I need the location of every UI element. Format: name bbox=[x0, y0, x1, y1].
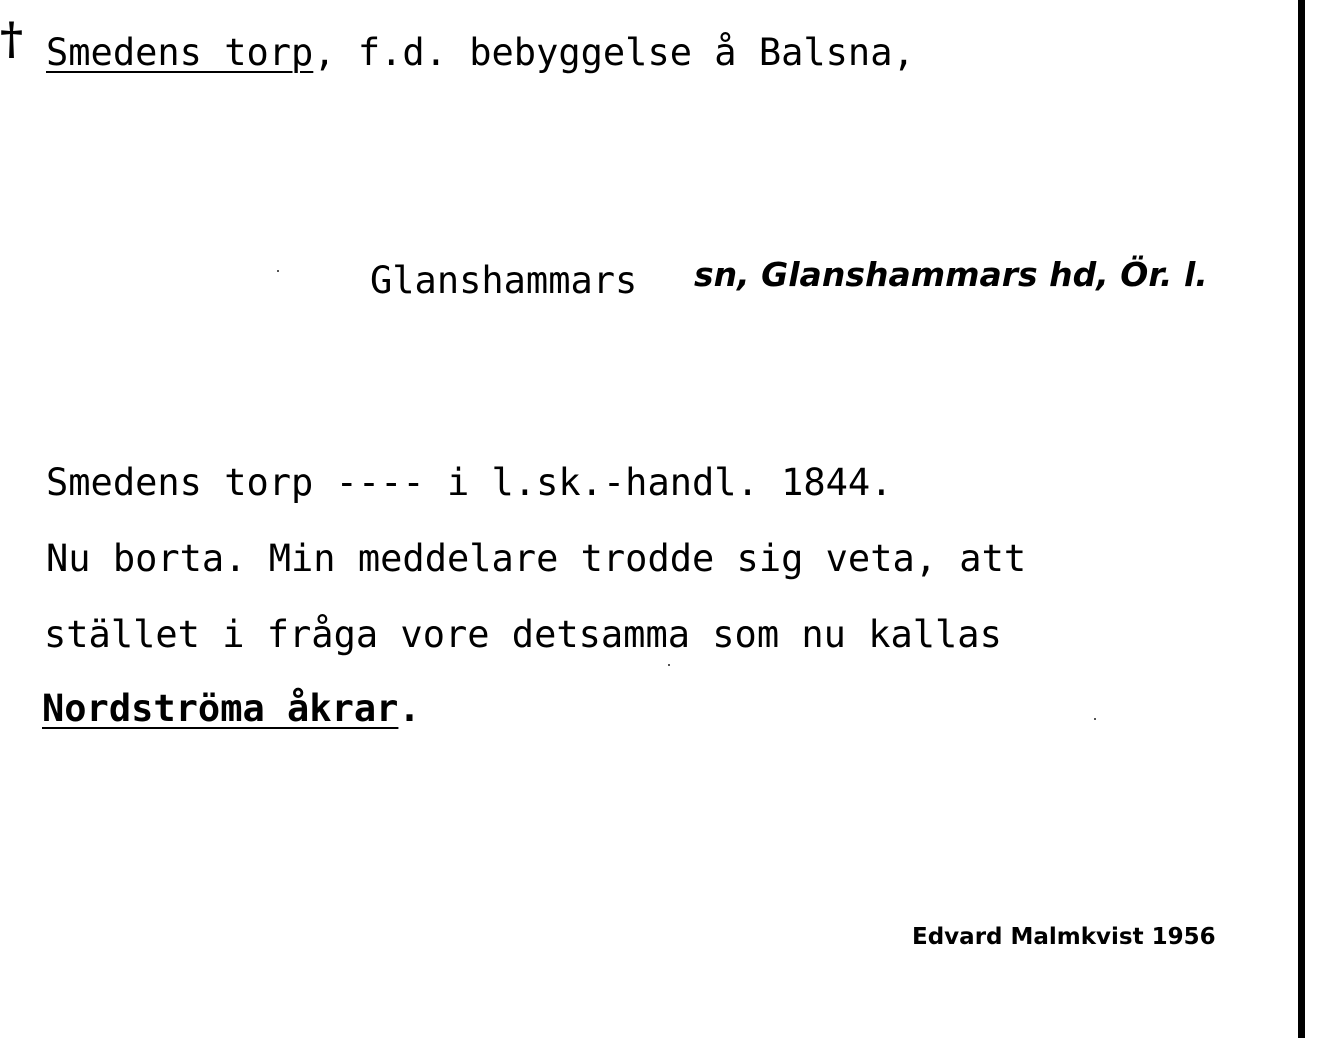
body-line-4 bbox=[42, 687, 421, 730]
body-line-4-end: . bbox=[398, 687, 421, 730]
body-line-2: Nu borta. Min meddelare trodde sig veta, att bbox=[46, 537, 1027, 580]
signature-stamp: Edvard Malmkvist 1956 bbox=[912, 924, 1216, 950]
location-typed: Glanshammars bbox=[370, 259, 638, 302]
heading-line bbox=[46, 31, 915, 74]
heading-description: , f.d. bebyggelse å Balsna, bbox=[313, 31, 915, 74]
card-edge-line bbox=[1298, 0, 1305, 1038]
place-name: Smedens torp bbox=[46, 31, 314, 74]
speck bbox=[1094, 718, 1096, 720]
body-line-3: stället i fråga vore detsamma som nu kallas bbox=[44, 613, 1002, 656]
speck bbox=[668, 664, 670, 666]
dagger-mark: † bbox=[0, 14, 24, 65]
location-stamp: sn, Glanshammars hd, Ör. l. bbox=[694, 255, 1208, 294]
field-name: Nordströma åkrar bbox=[42, 687, 399, 730]
speck bbox=[277, 270, 279, 272]
body-line-1: Smedens torp ---- i l.sk.-handl. 1844. bbox=[46, 461, 893, 504]
